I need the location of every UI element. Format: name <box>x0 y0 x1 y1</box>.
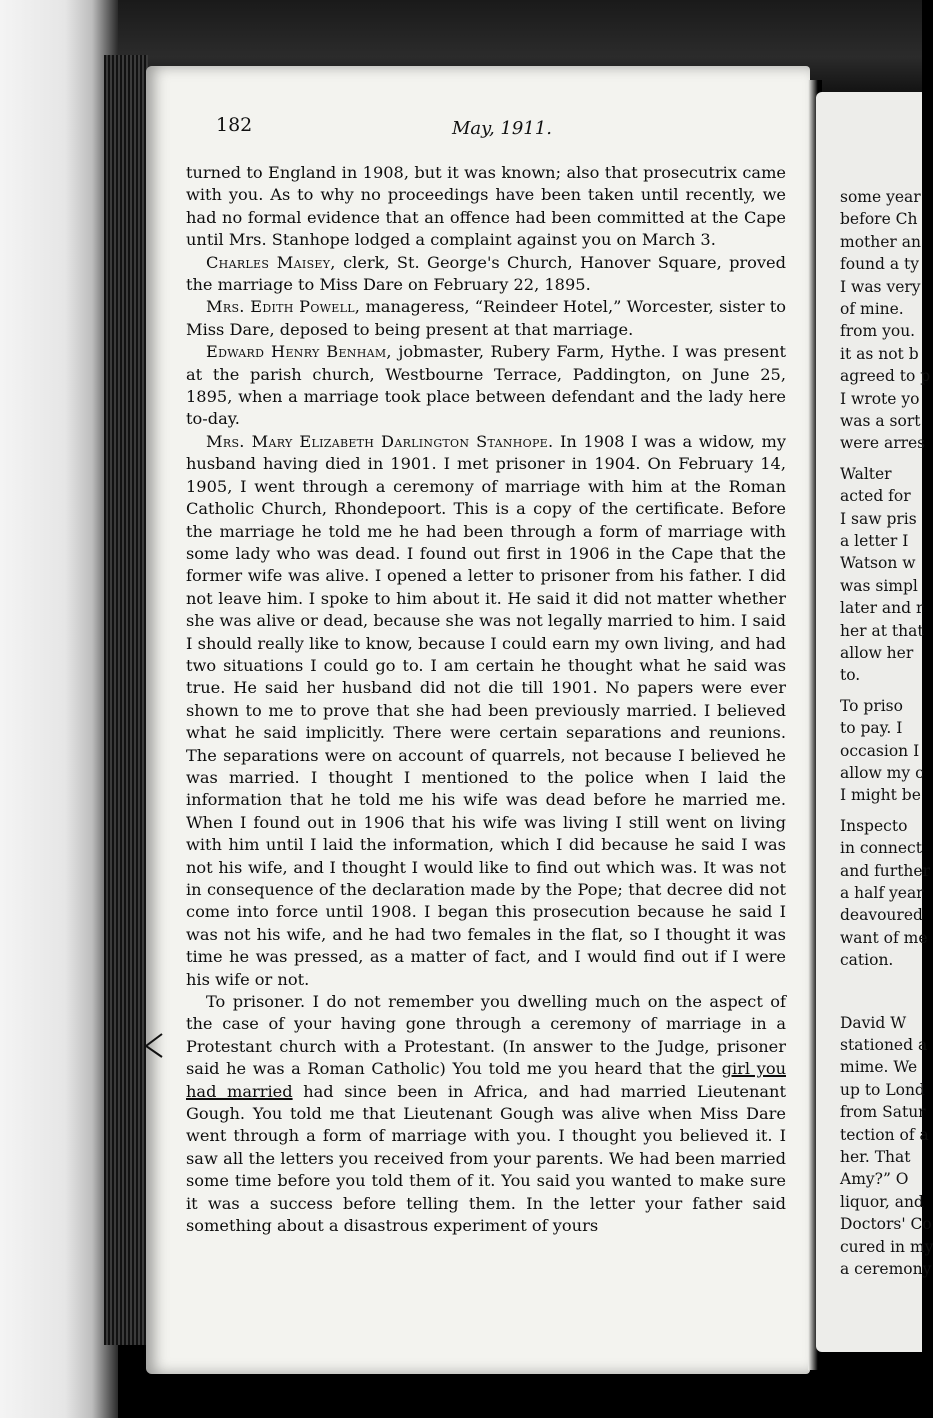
right-page-line: Amy?” O <box>840 1170 909 1189</box>
right-page-line: was simpl <box>840 576 918 595</box>
right-page-line: before Ch <box>840 210 918 229</box>
right-page-line: occasion I <box>840 741 920 760</box>
scan-left-edge <box>0 0 118 1418</box>
right-page-line: Inspecto <box>840 816 908 835</box>
right-page-line: I was very <box>840 277 921 296</box>
right-page-line: mime. We <box>840 1058 918 1077</box>
left-book-page <box>146 66 810 1374</box>
book-binding <box>104 55 148 1345</box>
right-page-line: were arres <box>840 434 926 453</box>
right-page-line: Doctors' Co <box>840 1215 932 1234</box>
page-number: 182 <box>216 114 253 136</box>
right-page-line: I might be <box>840 786 921 805</box>
witness-name: Mrs. Mary Elizabeth Darlington Stanhope. <box>206 431 554 451</box>
right-page-line: her at that <box>840 621 924 640</box>
right-page-line: to pay. I <box>840 719 903 738</box>
right-page-line: I wrote yo <box>840 389 920 408</box>
right-page-line: want of me <box>840 928 928 947</box>
right-page-line: Watson w <box>840 554 916 573</box>
handwritten-underline: girl you had married <box>186 1059 786 1101</box>
witness-name: Edward Henry Benham, <box>206 342 392 362</box>
right-page-line: deavoured <box>840 906 923 925</box>
right-page-line: liquor, and <box>840 1192 924 1211</box>
right-page-line: and further <box>840 861 930 880</box>
right-page-line: some year <box>840 188 921 206</box>
right-page-line: later and r <box>840 599 924 618</box>
right-page-line: found a ty <box>840 255 920 274</box>
right-page-line: Walter <box>840 464 892 483</box>
right-page-line: was a sort <box>840 412 921 430</box>
right-page-line: a ceremony <box>840 1260 932 1278</box>
right-page-line: up to Lond <box>840 1080 925 1099</box>
right-page-line: stationed a <box>840 1036 928 1054</box>
right-page-line: from Satur <box>840 1103 926 1122</box>
right-book-page-fragment <box>816 92 933 1352</box>
page-header <box>216 114 776 138</box>
right-page-line: I saw pris <box>840 509 917 528</box>
handwritten-margin-mark <box>142 1030 166 1060</box>
witness-name: Mrs. Edith Powell, <box>206 297 361 317</box>
right-page-line: from you. <box>840 322 916 341</box>
right-page-line: a letter I <box>840 532 909 550</box>
right-page-line: David W <box>840 1013 907 1032</box>
paragraph: turned to England in 1908, but it was known; also that prosecutrix came with you. As to why no proceedings have been taken until recently, we had no formal evidence that an offence had been committed at the Cape until Mrs. Stanhope lodged a complaint against you on March 3. <box>186 163 786 250</box>
paragraph: Mrs. Edith Powell, manageress, “Reindeer Hotel,” Worcester, sister to Miss Dare, deposed to being present at that marriage. <box>186 297 787 339</box>
right-page-line: allow my c <box>840 764 924 782</box>
right-page-line: in connect <box>840 839 922 858</box>
paragraph: Charles Maisey, clerk, St. George's Church, Hanover Square, proved the marriage to Miss Dare on February 22, 1895. <box>186 252 786 295</box>
right-page-line: allow her <box>840 644 914 662</box>
right-page-line: tection of a <box>840 1125 929 1144</box>
right-page-line: it as not b <box>840 344 919 363</box>
right-page-line: cation. <box>840 951 894 970</box>
paragraph: Mrs. Mary Elizabeth Darlington Stanhope. In 1908 I was a widow, my husband having died in 1901. I met prisoner in 1904. On February 14, 1905, I went through a ceremony of marriage with him at the Roman Catholic Church, Rhondepoort. This is a copy of the certificate. Before the marriage he told me he had been through a form of marriage with some lady who was dead. I found out first in 1906 in the Cape that the former wife was alive. I opened a letter to prisoner from his father. I did not leave him. I spoke to him about it. He said it did not matter whether she was alive or dead, because she was not legally married to him. I said I should really like to know, because I could earn my own living, and had two situations I could go to. I am certain he thought what he said was true. He said her husband did not die till 1901. No papers were ever shown to me to prove that she had been previously married. I believed what he said implicitly. There were certain separations and reunions. The separations were on account of quarrels, not because I believed he was married. I thought I mentioned to the police when I laid the information that he told me his wife was dead before he married me. When I found out in 1906 that his wife was living I still went on living with him until I laid the information, which I did because he said I was not his wife, and I thought I would like to find out which was. It was not in consequence of the declaration made by the Pope; that decree did not come into force until 1908. I began this prosecution because he said I was not his wife, and he had two females in the flat, so I thought it was time he was pressed, as a matter of fact, and I would find out if I were his wife or not. <box>186 431 786 989</box>
right-page-line: a half year <box>840 884 924 902</box>
right-page-line: agreed to p <box>840 367 931 386</box>
right-page-line: cured in my <box>840 1237 933 1256</box>
paragraph: To prisoner. I do not remember you dwelling much on the aspect of the case of your having gone through a ceremony of marriage in a Protestant church with a Protestant. (In answer to the Judge, prisoner said he was a Roman Catholic) You told me you heard that the girl you had married had since been in Africa, and had married Lieutenant Gough. You told me that Lieutenant Gough was alive when Miss Dare went through a form of marriage with you. I thought you believed it. I saw all the letters you received from your parents. We had been married some time before you told them of it. You said you wanted to make sure it was a success before telling them. In the letter your father said something about a disastrous experiment of yours <box>186 992 786 1236</box>
right-page-line: of mine. <box>840 300 904 318</box>
running-head: May, 1911. <box>452 118 552 139</box>
witness-name: Charles Maisey, <box>206 252 336 272</box>
right-page-line: To priso <box>840 696 903 715</box>
right-page-line: acted for <box>840 487 911 506</box>
paragraph: Edward Henry Benham, jobmaster, Rubery Farm, Hythe. I was present at the parish church, Westbourne Terrace, Paddington, on June 25, 1895, when a marriage took place between defendant and the lady here to-day. <box>186 342 786 429</box>
right-page-line: her. That <box>840 1148 911 1166</box>
page-body-text <box>186 162 786 1238</box>
right-page-line: mother an <box>840 232 921 251</box>
right-page-line: to. <box>840 666 861 685</box>
